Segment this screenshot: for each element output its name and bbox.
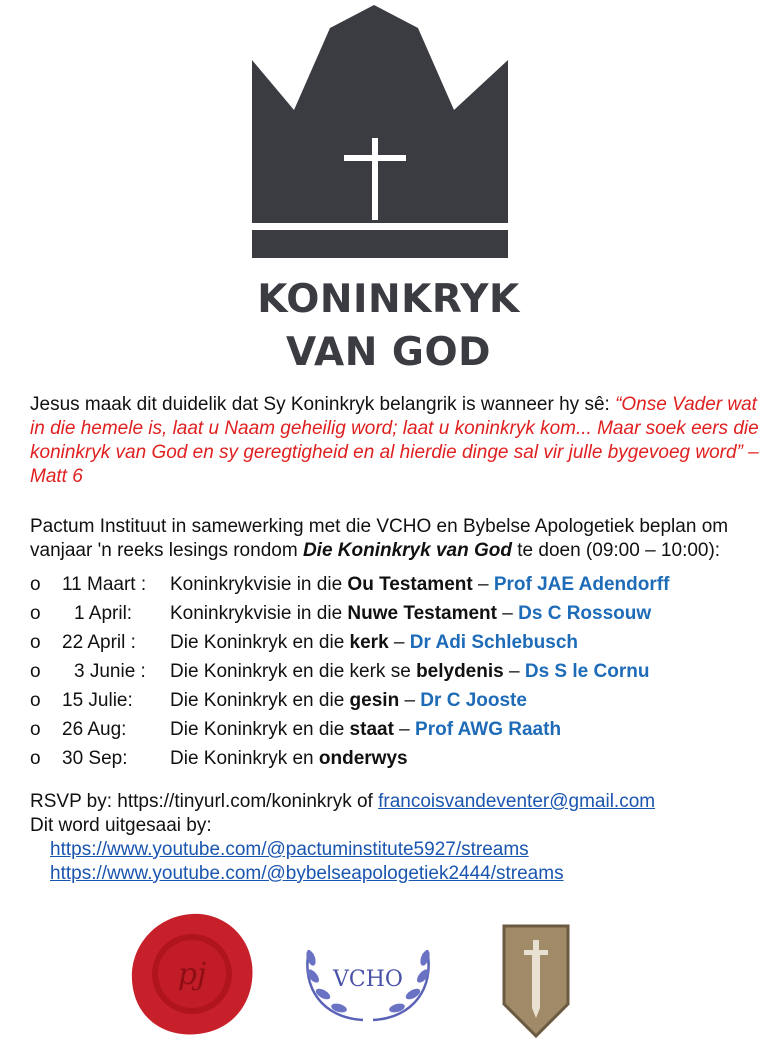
lecture-speaker: Prof AWG Raath bbox=[415, 719, 562, 740]
schedule-row bbox=[30, 744, 770, 773]
intro-text: Jesus maak dit duidelik dat Sy Koninkryk belangrik is wanneer hy sê: bbox=[30, 394, 616, 415]
lecture-date: 26 Aug: bbox=[62, 719, 127, 740]
bullet-icon: o bbox=[30, 603, 41, 624]
schedule-row bbox=[30, 628, 770, 657]
schedule-row bbox=[30, 686, 770, 715]
logo-title-line2: VAN GOD bbox=[286, 330, 491, 375]
lecture-schedule bbox=[30, 570, 770, 773]
lecture-date: 11 Maart : bbox=[62, 574, 147, 595]
bullet-icon: o bbox=[30, 719, 41, 740]
bullet-icon: o bbox=[30, 661, 41, 682]
lecture-speaker: Dr Adi Schlebusch bbox=[409, 632, 578, 653]
rsvp-section bbox=[30, 790, 770, 886]
seal-pj-text: pj bbox=[177, 957, 207, 992]
youtube-link-pactum[interactable]: https://www.youtube.com/@pactuminstitute5927/streams bbox=[50, 839, 529, 860]
broadcast-label: Dit word uitgesaai by: bbox=[30, 815, 212, 836]
bullet-icon: o bbox=[30, 748, 41, 769]
lecture-topic: Die Koninkryk en die kerk se belydenis – Ds S le Cornu bbox=[170, 661, 650, 682]
series-title: Die Koninkryk van God bbox=[302, 540, 512, 561]
schedule-row bbox=[30, 715, 770, 744]
lecture-speaker: Dr C Jooste bbox=[420, 690, 527, 711]
lecture-speaker: Prof JAE Adendorff bbox=[493, 574, 670, 595]
youtube-link-apologetiek[interactable]: https://www.youtube.com/@bybelseapologetiek2444/streams bbox=[50, 863, 564, 884]
scripture-quote: “Onse Vader wat in die hemele is, laat u Naam geheilig word; laat u koninkryk kom... Maar soek eers die koninkryk van God en sy geregtigheid en al hierdie dinge sal vir julle bygevoeg word” – Matt 6 bbox=[30, 394, 759, 487]
lecture-speaker: Ds S le Cornu bbox=[524, 661, 650, 682]
lecture-topic: Die Koninkryk en die staat – Prof AWG Raath bbox=[170, 719, 562, 740]
pactum-wax-seal-icon bbox=[128, 910, 256, 1038]
lecture-date: 3 Junie : bbox=[74, 661, 146, 682]
lecture-date: 22 April : bbox=[62, 632, 136, 653]
sword-shield-badge-icon bbox=[500, 922, 572, 1040]
rsvp-label: RSVP by: https://tinyurl.com/koninkryk of bbox=[30, 791, 379, 812]
lecture-topic: Koninkrykvisie in die Nuwe Testament – Ds C Rossouw bbox=[170, 603, 652, 624]
seal-vcho-text: VCHO bbox=[333, 967, 403, 992]
plan-text-before: Pactum Instituut in samewerking met die VCHO en Bybelse Apologetiek beplan om vanjaar 'n reeks lesings rondom bbox=[30, 516, 729, 561]
lecture-date: 15 Julie: bbox=[62, 690, 133, 711]
logo-title-line1: KONINKRYK bbox=[257, 277, 520, 322]
lecture-topic: Die Koninkryk en onderwys bbox=[170, 748, 408, 769]
plan-text-after: te doen (09:00 – 10:00): bbox=[511, 540, 721, 561]
schedule-row bbox=[30, 570, 770, 599]
email-link[interactable]: francoisvandeventer@gmail.com bbox=[378, 791, 656, 812]
bullet-icon: o bbox=[30, 690, 41, 711]
lecture-date: 30 Sep: bbox=[62, 748, 128, 769]
bullet-icon: o bbox=[30, 574, 41, 595]
schedule-row bbox=[30, 599, 770, 628]
lecture-topic: Koninkrykvisie in die Ou Testament – Prof JAE Adendorff bbox=[170, 574, 670, 595]
plan-paragraph bbox=[30, 515, 770, 563]
bullet-icon: o bbox=[30, 632, 41, 653]
intro-paragraph bbox=[30, 393, 760, 489]
lecture-topic: Die Koninkryk en die gesin – Dr C Jooste bbox=[170, 690, 527, 711]
lecture-topic: Die Koninkryk en die kerk – Dr Adi Schlebusch bbox=[170, 632, 578, 653]
schedule-row bbox=[30, 657, 770, 686]
vcho-laurel-seal-icon bbox=[293, 928, 443, 1028]
lecture-date: 1 April: bbox=[74, 603, 133, 624]
lecture-speaker: Ds C Rossouw bbox=[518, 603, 652, 624]
